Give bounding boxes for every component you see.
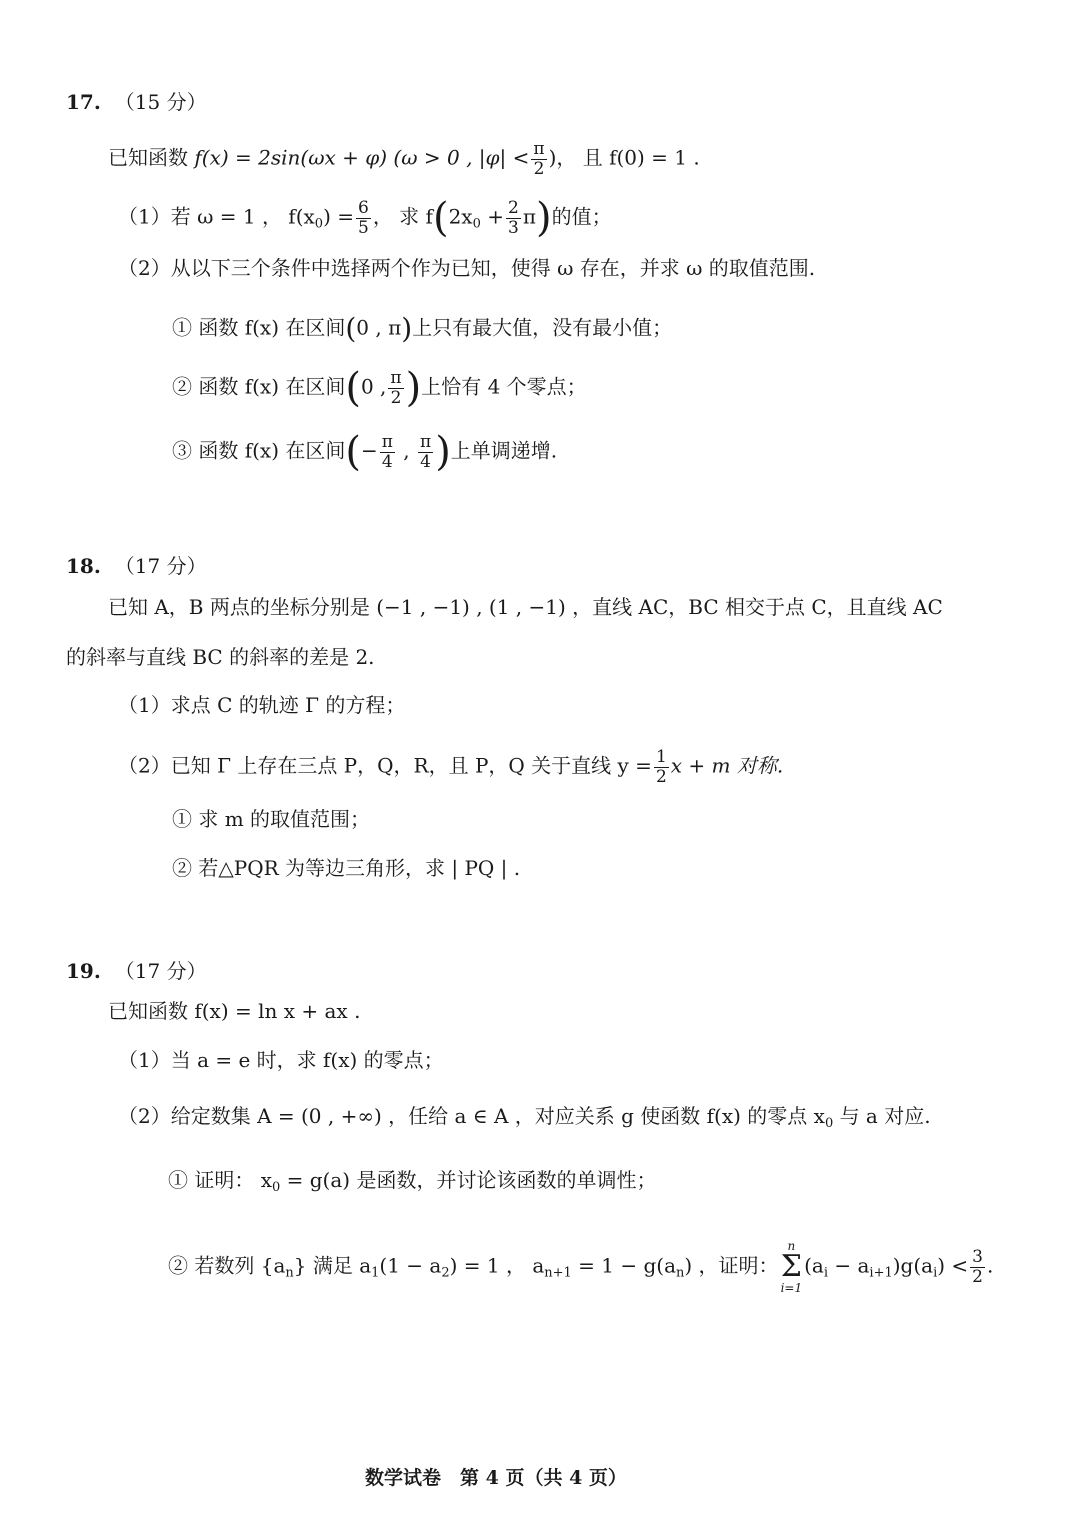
frac-den: 3 bbox=[507, 217, 519, 238]
frac-num: π bbox=[533, 139, 545, 159]
t15: i+1 bbox=[869, 1265, 893, 1281]
paren-left: ( bbox=[345, 312, 357, 345]
q17-c3-neg: − bbox=[360, 438, 378, 463]
t18: ) < bbox=[937, 1253, 969, 1278]
q19-s1-sub: 0 bbox=[272, 1180, 281, 1195]
q17-points: （15 分） bbox=[114, 90, 207, 114]
q17-p1-c: ， 求 f bbox=[372, 204, 433, 229]
sum-symbol bbox=[781, 1240, 803, 1294]
q17-c3-a: ③ 函数 f(x) 在区间 bbox=[172, 438, 346, 463]
q17-c2-b: 上恰有 4 个零点； bbox=[421, 374, 587, 399]
frac-den: 4 bbox=[420, 451, 431, 472]
q17-f0: )， 且 f(0) = 1 . bbox=[548, 145, 700, 170]
q19-sub1 bbox=[168, 1170, 656, 1194]
q19-intro: 已知函数 f(x) = ln x + ax . bbox=[108, 999, 361, 1023]
q17-c3-frac-b bbox=[418, 433, 433, 471]
paren-right: ) bbox=[435, 429, 451, 475]
q19-part2 bbox=[118, 1106, 931, 1130]
frac-den: 5 bbox=[358, 217, 369, 238]
q17-part1 bbox=[118, 195, 612, 241]
t10: n bbox=[676, 1265, 685, 1281]
t16: )g(a bbox=[892, 1253, 934, 1278]
q17-condition-2 bbox=[172, 365, 587, 411]
q17-frac-pi-2 bbox=[531, 140, 546, 178]
q17-intro-text: 已知函数 bbox=[108, 145, 195, 170]
t8: n+1 bbox=[544, 1265, 572, 1281]
q17-c1-interval: 0 , π bbox=[356, 315, 402, 340]
q19-p2-sub: 0 bbox=[824, 1116, 834, 1131]
t14: − a bbox=[828, 1253, 870, 1278]
q19-sub2 bbox=[168, 1240, 993, 1294]
q17-condition-1 bbox=[172, 312, 673, 345]
frac-den: 2 bbox=[655, 766, 667, 787]
paren-left: ( bbox=[432, 195, 449, 241]
q18-points: （17 分） bbox=[114, 554, 207, 578]
q17-function-def: f(x) = 2sin(ωx + φ) (ω > 0 , |φ| < bbox=[194, 145, 530, 170]
t12: (a bbox=[804, 1253, 824, 1278]
q17-c1-b: 上只有最大值，没有最小值； bbox=[412, 315, 673, 340]
q17-p1-b: ) = bbox=[323, 204, 354, 229]
q17-c3-b: 上单调递增. bbox=[450, 438, 558, 463]
t7: ) = 1 ， a bbox=[449, 1253, 545, 1278]
q17-c2-zero: 0 , bbox=[360, 374, 387, 399]
q18-sub2: ② 若△PQR 为等边三角形，求 | PQ | . bbox=[172, 856, 521, 880]
q19-part1: （1）当 a = e 时，求 f(x) 的零点； bbox=[118, 1048, 444, 1072]
q17-c2-frac bbox=[388, 369, 403, 407]
q17-condition-3: ③ 函数 f(x) 在区间(− $\frac{\pi}{4}$ , $\frac{\pi}{4}$ )上单调递增. bbox=[172, 429, 558, 475]
t1: ② 若数列 {a bbox=[168, 1253, 286, 1278]
q17-p1-a: （1）若 ω = 1 ， f(x bbox=[118, 204, 315, 229]
q18-intro-line1: 已知 A，B 两点的坐标分别是 (−1 , −1) , (1 , −1) ，直线 AC，BC 相交于点 C，且直线 AC bbox=[108, 595, 943, 619]
frac-num: π bbox=[381, 431, 393, 452]
q19-points: （17 分） bbox=[114, 959, 207, 983]
t3: } 满足 a bbox=[293, 1253, 372, 1278]
sum-bottom: i=1 bbox=[780, 1281, 803, 1295]
sum-top: n bbox=[787, 1239, 796, 1253]
t6: 2 bbox=[441, 1265, 450, 1281]
q17-header bbox=[66, 86, 207, 115]
t13: i bbox=[823, 1265, 828, 1281]
q17-p1-inner-b: + bbox=[480, 204, 504, 229]
q17-p1-end: 的值； bbox=[551, 204, 612, 229]
q17-p1-inner-c: π bbox=[522, 204, 536, 229]
q17-c3-frac-a bbox=[380, 433, 395, 471]
frac-num: 6 bbox=[358, 197, 369, 218]
q17-p1-sub2: 0 bbox=[472, 216, 481, 232]
q17-c2-a: ② 函数 f(x) 在区间 bbox=[172, 374, 346, 399]
paren-right: ) bbox=[535, 195, 552, 241]
frac-num: π bbox=[420, 431, 432, 452]
frac-den: 2 bbox=[972, 1266, 983, 1287]
q18-sub1: ① 求 m 的取值范围； bbox=[172, 807, 371, 831]
q17-number: 17. bbox=[66, 90, 101, 114]
t9: = 1 − g(a bbox=[571, 1253, 677, 1278]
frac-num: 2 bbox=[507, 197, 519, 218]
frac-den: 2 bbox=[533, 158, 545, 179]
q18-p2-a: （2）已知 Γ 上存在三点 P，Q，R，且 P，Q 关于直线 y = bbox=[118, 753, 652, 778]
sum-sigma: Σ bbox=[780, 1249, 802, 1284]
t17: i bbox=[933, 1265, 938, 1281]
q17-part2: （2）从以下三个条件中选择两个作为已知，使得 ω 存在，并求 ω 的取值范围. bbox=[118, 256, 816, 280]
q19-number: 19. bbox=[66, 959, 101, 983]
frac-num: 3 bbox=[972, 1246, 983, 1267]
paren-left: ( bbox=[345, 365, 361, 411]
q18-intro-line2: 的斜率与直线 BC 的斜率的差是 2. bbox=[66, 645, 375, 669]
frac-den: 2 bbox=[390, 387, 402, 408]
t11: ) ，证明： bbox=[684, 1253, 779, 1278]
q18-part2 bbox=[118, 748, 783, 786]
q19-frac-3-2 bbox=[970, 1248, 985, 1286]
q17-p1-sub: 0 bbox=[314, 216, 324, 232]
q18-number: 18. bbox=[66, 554, 101, 578]
q19-s1-a: ① 证明： x bbox=[168, 1168, 272, 1192]
q19-header bbox=[66, 955, 207, 984]
q18-p2-b: x + m 对称. bbox=[670, 753, 784, 778]
q17-p1-inner-a: 2x bbox=[448, 204, 473, 229]
q18-header bbox=[66, 550, 207, 579]
q17-frac-2-3 bbox=[506, 199, 521, 237]
paren-left: ( bbox=[345, 429, 361, 475]
q19-p2-b: 与 a 对应. bbox=[833, 1104, 931, 1128]
q17-c1-a: ① 函数 f(x) 在区间 bbox=[172, 315, 346, 340]
q17-frac-6-5 bbox=[356, 199, 371, 237]
paren-right: ) bbox=[401, 312, 413, 345]
t4: 1 bbox=[371, 1265, 380, 1281]
frac-num: 1 bbox=[655, 747, 667, 767]
t2: n bbox=[285, 1265, 294, 1281]
q18-part1: （1）求点 C 的轨迹 Γ 的方程； bbox=[118, 693, 406, 717]
frac-den: 4 bbox=[381, 451, 393, 472]
paren-right: ) bbox=[405, 365, 422, 411]
t5: (1 − a bbox=[379, 1253, 442, 1278]
q17-intro bbox=[108, 140, 700, 178]
q19-s1-b: = g(a) 是函数，并讨论该函数的单调性； bbox=[280, 1168, 657, 1192]
q18-frac-1-2 bbox=[654, 748, 669, 786]
t19: . bbox=[987, 1253, 994, 1278]
page-footer: 数学试卷 第 4 页（共 4 页） bbox=[365, 1467, 627, 1489]
frac-num: π bbox=[390, 367, 402, 388]
q19-p2-a: （2）给定数集 A = (0 , +∞) ，任给 a ∈ A ，对应关系 g 使函数 f(x) 的零点 x bbox=[118, 1104, 825, 1128]
